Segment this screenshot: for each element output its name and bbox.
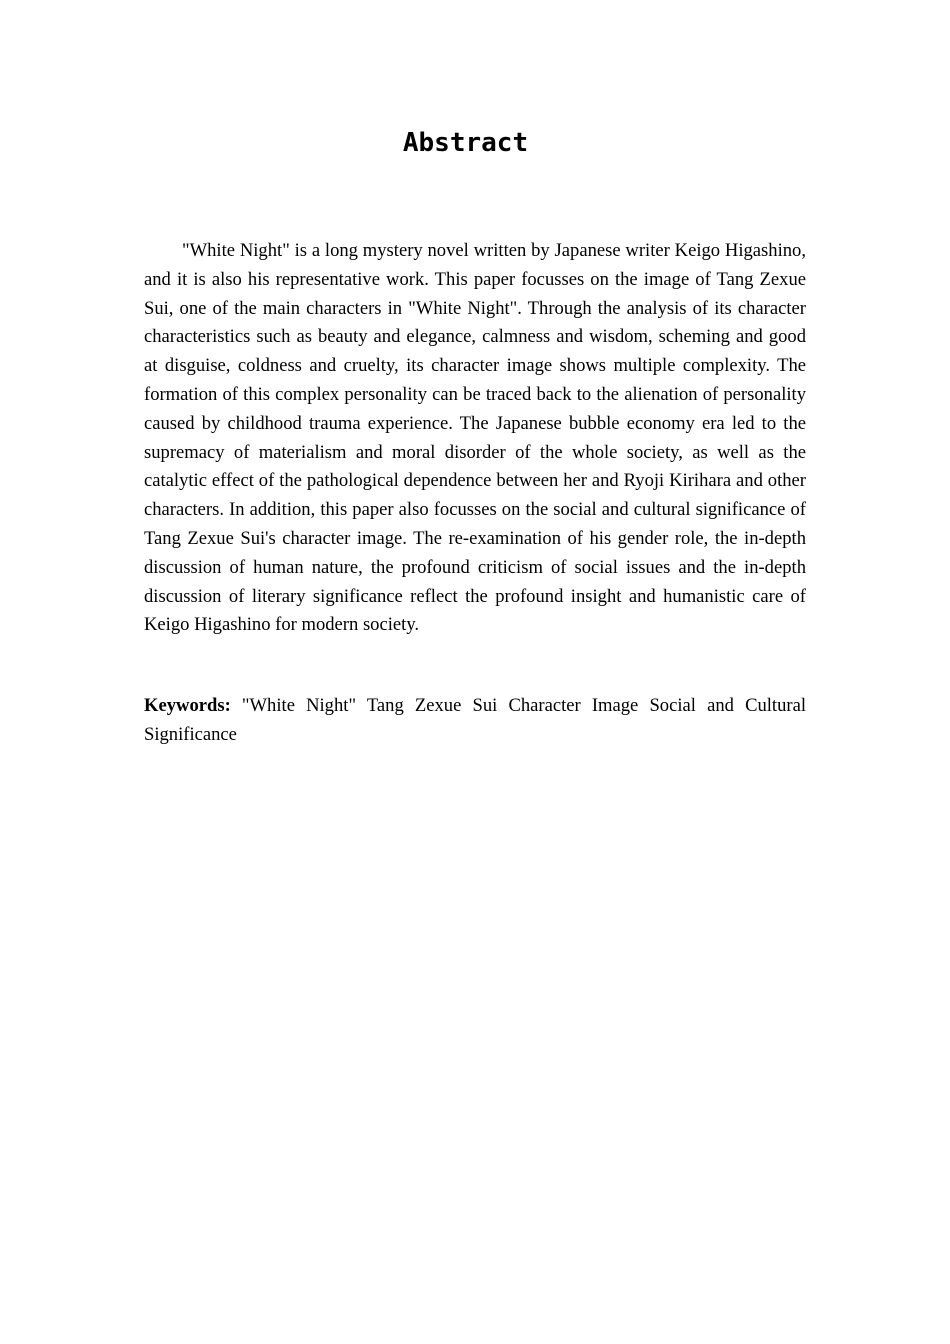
page-title: Abstract xyxy=(402,128,529,158)
keywords-label: Keywords: xyxy=(144,695,231,716)
keywords-line xyxy=(144,692,806,750)
abstract-paragraph: "White Night" is a long mystery novel written by Japanese writer Keigo Higashino, and it is also his representative work. This paper focusses on the image of Tang Zexue Sui, one of the main characters in "White Night". Through the analysis of its character characteristics such as beauty and elegance, calmness and wisdom, scheming and good at disguise, coldness and cruelty, its character image shows multiple complexity. The formation of this complex personality can be traced back to the alienation of personality caused by childhood trauma experience. The Japanese bubble economy era led to the supremacy of materialism and moral disorder of the whole society, as well as the catalytic effect of the pathological dependence between her and Ryoji Kirihara and other characters. In addition, this paper also focusses on the social and cultural significance of Tang Zexue Sui's character image. The re-examination of his gender role, the in-depth discussion of human nature, the profound criticism of social issues and the in-depth discussion of literary significance reflect the profound insight and humanistic care of Keigo Higashino for modern society. xyxy=(144,240,806,636)
keywords-text: "White Night" Tang Zexue Sui Character Image Social and Cultural Significance xyxy=(144,695,807,745)
